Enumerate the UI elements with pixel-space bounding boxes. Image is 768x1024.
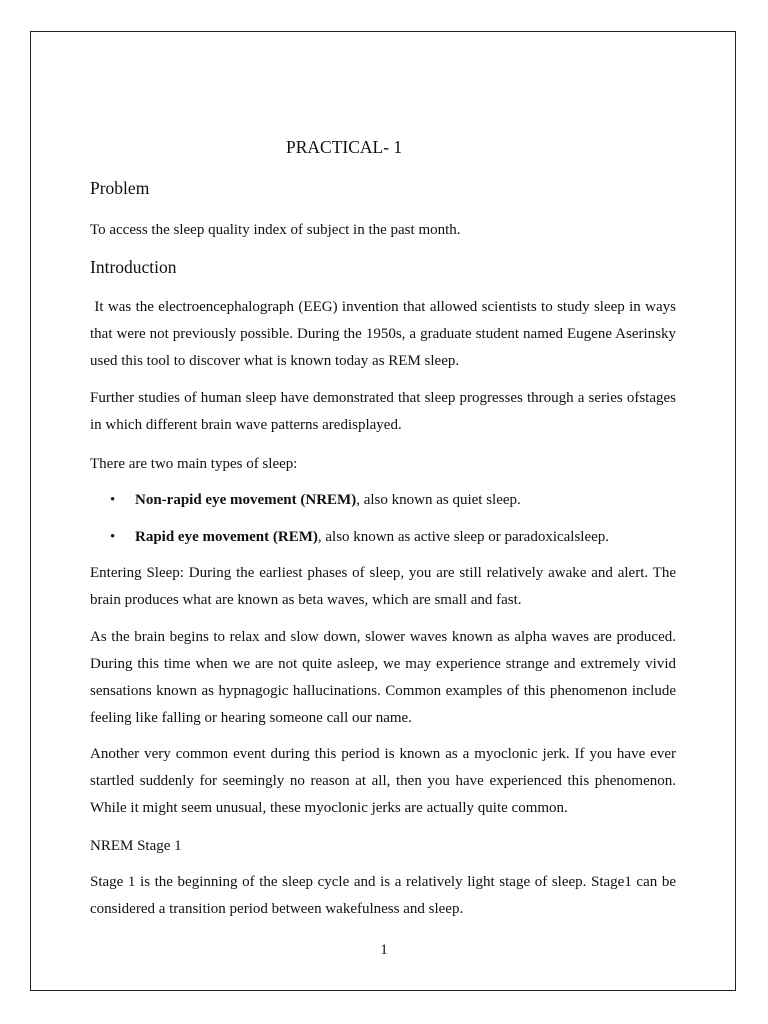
problem-heading: Problem <box>90 178 150 198</box>
list-item-rest: , also known as quiet sleep. <box>356 492 521 508</box>
alpha-waves-paragraph: As the brain begins to relax and slow down, slower waves known as alpha waves are produced. During this time when we are not quite asleep, we may experience strange and extremely vivid sensations known as hypnagogic hallucinations. Common examples of this phenomenon include feeling like falling or hearing someone call our name. <box>90 629 676 726</box>
problem-text: To access the sleep quality index of subject in the past month. <box>90 222 461 238</box>
introduction-heading: Introduction <box>90 257 177 277</box>
intro-paragraph-1: It was the electroencephalograph (EEG) invention that allowed scientists to study sleep in ways that were not previously possible. During the 1950s, a graduate student named Eugene Aserinsky used this tool to discover what is known today as REM sleep. <box>90 299 680 369</box>
list-item-text <box>135 490 521 510</box>
list-item-bold: Rapid eye movement (REM) <box>135 529 318 545</box>
nrem-stage-1-heading: NREM Stage 1 <box>90 838 182 854</box>
intro-paragraph-2: Further studies of human sleep have demonstrated that sleep progresses through a series ofstages in which different brain wave patterns aredisplayed. <box>90 390 676 433</box>
bullet-icon: • <box>110 529 116 545</box>
list-item-text <box>135 527 609 547</box>
entering-sleep-paragraph: Entering Sleep: During the earliest phases of sleep, you are still relatively awake and alert. The brain produces what are known as beta waves, which are small and fast. <box>90 565 676 608</box>
page-title: PRACTICAL- 1 <box>286 137 403 157</box>
stage-1-paragraph: Stage 1 is the beginning of the sleep cycle and is a relatively light stage of sleep. Stage1 can be considered a transition period between wakefulness and sleep. <box>90 874 676 917</box>
list-item-bold: Non-rapid eye movement (NREM) <box>135 492 357 508</box>
list-item-rest: , also known as active sleep or paradoxicalsleep. <box>317 529 610 545</box>
page-number: 1 <box>380 942 388 958</box>
myoclonic-jerk-paragraph: Another very common event during this period is known as a myoclonic jerk. If you have ever startled suddenly for seemingly no reason at all, then you have experienced this phenomenon. While it might seem unusual, these myoclonic jerks are actually quite common. <box>90 746 676 816</box>
bullet-icon: • <box>110 492 116 508</box>
sleep-types-intro: There are two main types of sleep: <box>90 456 298 472</box>
